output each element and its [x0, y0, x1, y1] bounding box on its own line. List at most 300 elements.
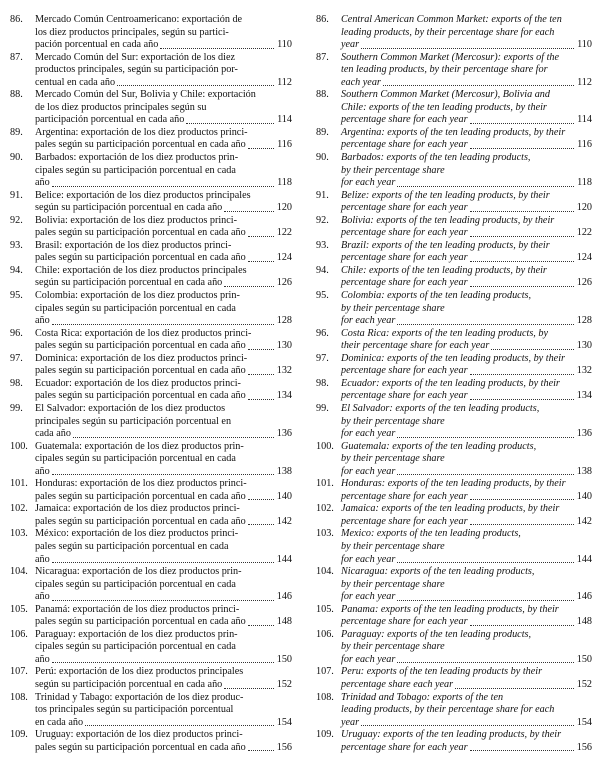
page-number: 150	[576, 653, 592, 665]
entry-title	[35, 152, 292, 190]
entry-title-line: México: exportación de los diez productos princi-	[35, 528, 239, 540]
entry-title	[341, 52, 592, 90]
toc-entry[interactable]	[316, 666, 592, 691]
entry-title-line: Argentina: exports of the ten leading products, by their	[341, 126, 566, 138]
entry-title-line: for each year	[341, 591, 396, 603]
entry-number: 105.	[316, 603, 334, 615]
entry-number: 86.	[316, 14, 329, 25]
toc-entry[interactable]	[316, 604, 592, 629]
entry-title-line: Honduras: exports of the ten leading products, by their	[341, 478, 566, 490]
page-number: 154	[276, 716, 292, 728]
toc-entry[interactable]	[316, 89, 592, 127]
entry-title-line: Belice: exportación de los diez productos principales	[35, 189, 251, 201]
toc-entry[interactable]	[316, 265, 592, 290]
toc-entry[interactable]	[316, 729, 592, 754]
toc-entry[interactable]	[10, 528, 292, 566]
toc-entry[interactable]	[316, 378, 592, 403]
entry-title	[35, 378, 292, 403]
dot-leader	[224, 286, 274, 287]
entry-title-line: Barbados: exports of the ten leading products,	[341, 152, 531, 164]
page-number: 112	[577, 76, 592, 88]
entry-title-line: for each year	[341, 465, 396, 477]
entry-number: 103.	[10, 528, 28, 540]
entry-title-line: Dominica: exportación de los diez productos princi-	[35, 352, 248, 364]
page-number: 152	[576, 678, 592, 690]
entry-title	[35, 403, 292, 441]
entry-title	[341, 729, 592, 754]
entry-title	[341, 190, 592, 215]
entry-title-line: pales según su participación porcentual en cada año	[35, 616, 246, 628]
entry-title-line: año	[35, 553, 50, 565]
entry-title	[341, 240, 592, 265]
dot-leader	[470, 211, 574, 212]
entry-title-line: Trinidad and Tobago: exports of the ten	[341, 691, 504, 703]
page-number: 124	[276, 252, 292, 264]
entry-title	[35, 127, 292, 152]
entry-title	[35, 353, 292, 378]
entry-title-line: pales según su participación porcentual en cada año	[35, 490, 246, 502]
entry-title-line: año	[35, 315, 50, 327]
entry-title-line: percentage share for each year	[341, 114, 468, 126]
entry-number: 96.	[316, 327, 329, 339]
entry-title-line: Argentina: exportación de los diez productos princi-	[35, 126, 248, 138]
toc-entry[interactable]	[316, 503, 592, 528]
toc-entry[interactable]	[10, 403, 292, 441]
dot-leader	[470, 499, 574, 500]
entry-title-line: Peru: exports of the ten leading products by their	[341, 666, 543, 678]
entry-title-line: pales según su participación porcentual en cada año	[35, 139, 246, 151]
entry-title-line: Colombia: exports of the ten leading products,	[341, 290, 532, 302]
entry-title	[35, 240, 292, 265]
toc-entry[interactable]	[316, 441, 592, 479]
entry-title	[341, 378, 592, 403]
page-number: 156	[576, 741, 592, 753]
entry-title-line: cipales según su participación porcentual en cada	[35, 164, 236, 176]
page-number: 112	[277, 76, 292, 88]
entry-title-line: by their percentage share	[341, 164, 445, 176]
entry-title-line: percentage share each year	[341, 678, 454, 690]
entry-title-line: by their percentage share	[341, 415, 445, 427]
dot-leader	[397, 437, 574, 438]
entry-title	[35, 265, 292, 290]
entry-title-line: según su participación porcentual en cada año	[35, 678, 223, 690]
entry-title	[341, 528, 592, 566]
entry-number: 101.	[10, 478, 28, 490]
dot-leader	[160, 48, 274, 49]
entry-title-line: Southern Common Market (Mercosur): exports of the	[341, 51, 560, 63]
page-number: 132	[576, 365, 592, 377]
entry-title-line: year	[341, 716, 360, 728]
toc-entry[interactable]	[316, 240, 592, 265]
dot-leader	[248, 261, 274, 262]
page-number: 124	[576, 252, 592, 264]
entry-number: 102.	[10, 503, 28, 515]
entry-number: 92.	[10, 214, 23, 226]
page-number: 138	[576, 465, 592, 477]
entry-number: 103.	[316, 528, 334, 540]
entry-title-line: percentage share for each year	[341, 202, 468, 214]
toc-entry[interactable]	[10, 290, 292, 328]
page-number: 156	[276, 741, 292, 753]
page-number: 132	[276, 365, 292, 377]
dot-leader	[397, 600, 574, 601]
entry-title-line: Jamaica: exports of the ten leading products, by their	[341, 503, 560, 515]
toc-entry[interactable]	[10, 127, 292, 152]
entry-title-line: año	[35, 465, 50, 477]
entry-title-line: percentage share for each year	[341, 490, 468, 502]
entry-title	[35, 290, 292, 328]
dot-leader	[117, 85, 274, 86]
dot-leader	[397, 662, 574, 663]
entry-title	[341, 604, 592, 629]
entry-number: 90.	[10, 152, 23, 164]
toc-entry[interactable]	[10, 378, 292, 403]
entry-title-line: Paraguay: exports of the ten leading products,	[341, 628, 532, 640]
entry-title-line: productos principales, según su participación por-	[35, 64, 238, 76]
toc-entry[interactable]	[10, 441, 292, 479]
dot-leader	[397, 186, 574, 187]
page-number: 114	[277, 114, 292, 126]
page-number: 154	[576, 716, 592, 728]
entry-number: 106.	[316, 628, 334, 640]
entry-title-line: Perú: exportación de los diez productos principales	[35, 666, 244, 678]
page-number: 152	[276, 678, 292, 690]
entry-title-line: año	[35, 591, 50, 603]
toc-entry[interactable]	[10, 503, 292, 528]
entry-title-line: percentage share for each year	[341, 365, 468, 377]
entry-number: 88.	[316, 89, 329, 101]
entry-title-line: Bolivia: exports of the ten leading products, by their	[341, 214, 555, 226]
entry-number: 93.	[10, 239, 23, 251]
entry-number: 87.	[10, 51, 23, 63]
page-number: 142	[276, 515, 292, 527]
toc-entry[interactable]	[316, 14, 592, 52]
entry-title-line: Ecuador: exports of the ten leading products, by their	[341, 377, 560, 389]
entry-title	[35, 328, 292, 353]
entry-title-line: percentage share for each year	[341, 227, 468, 239]
toc-entry[interactable]	[316, 290, 592, 328]
entry-title-line: tos principales según su participación porcentual	[35, 704, 234, 716]
toc-entry[interactable]	[316, 566, 592, 604]
entry-title-line: según su participación porcentual en cada año	[35, 202, 223, 214]
entry-title-line: Mercado Común del Sur, Bolivia y Chile: exportación	[35, 89, 256, 101]
dot-leader	[248, 148, 274, 149]
entry-number: 104.	[10, 566, 28, 578]
entry-title-line: según su participación porcentual en cada año	[35, 277, 223, 289]
page-number: 148	[576, 616, 592, 628]
entry-title-line: Colombia: exportación de los diez productos prin-	[35, 290, 240, 302]
entry-title-line: año	[35, 653, 50, 665]
page-number: 114	[577, 114, 592, 126]
entry-number: 94.	[10, 264, 23, 276]
entry-title	[35, 692, 292, 730]
toc-entry[interactable]	[316, 353, 592, 378]
entry-title-line: Nicaragua: exports of the ten leading products,	[341, 566, 535, 578]
entry-title-line: El Salvador: exports of the ten leading products,	[341, 402, 540, 414]
page-number: 146	[576, 591, 592, 603]
entry-number: 99.	[10, 402, 23, 414]
entry-title-line: leading products, by their percentage share for each	[341, 704, 555, 716]
entry-title	[35, 14, 292, 52]
page-number: 150	[276, 653, 292, 665]
entry-title	[35, 441, 292, 479]
entry-title-line: Central American Common Market: exports of the ten	[341, 14, 562, 25]
entry-title-line: cipales según su participación porcentual en cada	[35, 578, 236, 590]
entry-title-line: by their percentage share	[341, 302, 445, 314]
entry-title-line: Mexico: exports of the ten leading products,	[341, 528, 521, 540]
dot-leader	[52, 474, 274, 475]
toc-entry[interactable]	[316, 403, 592, 441]
toc-entry[interactable]	[10, 52, 292, 90]
entry-title	[35, 528, 292, 566]
entry-number: 95.	[10, 290, 23, 302]
entry-number: 102.	[316, 503, 334, 515]
dot-leader	[248, 625, 274, 626]
page-number: 116	[277, 139, 292, 151]
dot-leader	[248, 349, 274, 350]
entry-title-line: pales según su participación porcentual en cada año	[35, 365, 246, 377]
entry-title-line: los diez productos principales, según su partici-	[35, 26, 229, 38]
entry-title-line: Belize: exports of the ten leading products, by their	[341, 189, 550, 201]
entry-number: 99.	[316, 402, 329, 414]
entry-title-line: their percentage share for each year	[341, 340, 490, 352]
entry-title-line: de los diez productos principales según su	[35, 101, 207, 113]
entry-title-line: by their percentage share	[341, 578, 445, 590]
entry-title	[341, 666, 592, 691]
dot-leader	[470, 374, 574, 375]
entry-title	[35, 52, 292, 90]
toc-entry[interactable]	[10, 666, 292, 691]
toc-entry[interactable]	[10, 692, 292, 730]
toc-entry[interactable]	[10, 604, 292, 629]
dot-leader	[52, 600, 274, 601]
dot-leader	[470, 236, 574, 237]
toc-entry[interactable]	[316, 692, 592, 730]
entry-number: 97.	[10, 352, 23, 364]
toc-entry[interactable]	[10, 240, 292, 265]
entry-title-line: pales según su participación porcentual en cada año	[35, 515, 246, 527]
entry-title-line: percentage share for each year	[341, 515, 468, 527]
entry-title	[341, 328, 592, 353]
entry-title	[35, 215, 292, 240]
entry-title-line: Brazil: exports of the ten leading products, by their	[341, 239, 550, 251]
entry-title-line: Mercado Común del Sur: exportación de los diez	[35, 51, 236, 63]
entry-title-line: Brasil: exportación de los diez productos princi-	[35, 239, 232, 251]
entry-title-line: Southern Common Market (Mercosur), Bolivia and	[341, 89, 550, 101]
entry-title-line: percentage share for each year	[341, 252, 468, 264]
entry-title	[341, 265, 592, 290]
entry-number: 91.	[10, 189, 23, 201]
entry-number: 101.	[316, 478, 334, 490]
entry-title-line: percentage share for each year	[341, 741, 468, 753]
dot-leader	[397, 324, 574, 325]
entry-number: 98.	[316, 377, 329, 389]
dot-leader	[470, 148, 574, 149]
page-number: 122	[576, 227, 592, 239]
dot-leader	[470, 524, 574, 525]
toc-entry[interactable]	[10, 14, 292, 52]
dot-leader	[397, 562, 574, 563]
dot-leader	[248, 236, 274, 237]
entry-number: 87.	[316, 51, 329, 63]
entry-title-line: for each year	[341, 177, 396, 189]
entry-title-line: percentage share for each year	[341, 277, 468, 289]
entry-title	[341, 692, 592, 730]
entry-number: 96.	[10, 327, 23, 339]
entry-title	[341, 353, 592, 378]
toc-entry[interactable]	[10, 729, 292, 754]
dot-leader	[470, 625, 574, 626]
page-number: 130	[576, 340, 592, 352]
dot-leader	[470, 750, 574, 751]
entry-title	[35, 190, 292, 215]
entry-title-line: by their percentage share	[341, 641, 445, 653]
entry-title-line: percentage share for each year	[341, 139, 468, 151]
dot-leader	[397, 474, 574, 475]
entry-title-line: Jamaica: exportación de los diez productos princi-	[35, 503, 240, 515]
entry-title-line: by their percentage share	[341, 453, 445, 465]
entry-number: 105.	[10, 603, 28, 615]
toc-entry[interactable]	[316, 190, 592, 215]
toc-entry[interactable]	[10, 152, 292, 190]
page-number: 148	[276, 616, 292, 628]
dot-leader	[52, 562, 274, 563]
entry-number: 109.	[10, 729, 28, 741]
entry-title-line: by their percentage share	[341, 540, 445, 552]
entry-title-line: Barbados: exportación de los diez productos prin-	[35, 152, 239, 164]
entry-title	[35, 478, 292, 503]
dot-leader	[52, 324, 274, 325]
toc-entry[interactable]	[10, 215, 292, 240]
toc-entry[interactable]	[316, 478, 592, 503]
entry-title-line: Panama: exports of the ten leading products, by their	[341, 603, 559, 615]
page-number: 120	[576, 202, 592, 214]
entry-title-line: Ecuador: exportación de los diez productos princi-	[35, 377, 241, 389]
entry-title	[35, 604, 292, 629]
page-number: 136	[576, 428, 592, 440]
entry-title-line: leading products, by their percentage share for each	[341, 26, 555, 38]
entry-title-line: Guatemala: exports of the ten leading products,	[341, 440, 537, 452]
toc-entry[interactable]	[10, 353, 292, 378]
toc-entry[interactable]	[10, 265, 292, 290]
entry-title-line: ten leading products, by their percentage share for	[341, 64, 548, 76]
page-number: 140	[576, 490, 592, 502]
entry-title-line: cada año	[35, 428, 71, 440]
toc-entry[interactable]	[10, 328, 292, 353]
entry-title	[341, 290, 592, 328]
entry-title-line: pales según su participación porcentual en cada año	[35, 227, 246, 239]
dot-leader	[248, 499, 274, 500]
entry-title	[341, 503, 592, 528]
dot-leader	[73, 437, 274, 438]
entry-number: 91.	[316, 189, 329, 201]
toc-entry[interactable]	[316, 215, 592, 240]
entry-number: 104.	[316, 566, 334, 578]
entry-title	[35, 729, 292, 754]
entry-title	[341, 403, 592, 441]
entry-number: 90.	[316, 152, 329, 164]
entry-title	[341, 629, 592, 667]
entry-title-line: Chile: exports of the ten leading products, by their	[341, 264, 547, 276]
dot-leader	[248, 374, 274, 375]
toc-entry[interactable]	[10, 89, 292, 127]
dot-leader	[455, 688, 574, 689]
dot-leader	[248, 524, 274, 525]
entry-number: 88.	[10, 89, 23, 101]
toc-entry[interactable]	[316, 629, 592, 667]
toc-entry[interactable]	[10, 566, 292, 604]
toc-entry[interactable]	[10, 478, 292, 503]
entry-number: 94.	[316, 264, 329, 276]
toc-entry[interactable]	[316, 328, 592, 353]
entry-title	[341, 441, 592, 479]
dot-leader	[470, 261, 574, 262]
toc-entry[interactable]	[10, 629, 292, 667]
entry-number: 108.	[316, 691, 334, 703]
page-number: 118	[577, 177, 592, 189]
toc-entry[interactable]	[316, 152, 592, 190]
page-number: 134	[276, 390, 292, 402]
entry-title-line: Trinidad y Tabago: exportación de los diez produc-	[35, 691, 244, 703]
entry-title-line: cipales según su participación porcentual en cada	[35, 302, 236, 314]
entry-title-line: centual en cada año	[35, 76, 116, 88]
entry-title-line: year	[341, 39, 360, 51]
entry-title-line: Chile: exports of the ten leading products, by their	[341, 101, 547, 113]
entry-title-line: Costa Rica: exportación de los diez productos princi-	[35, 327, 252, 339]
toc-entry[interactable]	[316, 127, 592, 152]
entry-title-line: Honduras: exportación de los diez productos princi-	[35, 478, 247, 490]
entry-title-line: for each year	[341, 315, 396, 327]
entry-title	[35, 629, 292, 667]
entry-title	[341, 478, 592, 503]
page-number: 140	[276, 490, 292, 502]
page-number: 126	[576, 277, 592, 289]
dot-leader	[52, 186, 274, 187]
entry-title-line: Bolivia: exportación de los diez productos princi-	[35, 214, 237, 226]
entry-number: 93.	[316, 239, 329, 251]
page-number: 142	[576, 515, 592, 527]
dot-leader	[248, 750, 274, 751]
entry-number: 92.	[316, 214, 329, 226]
dot-leader	[383, 85, 574, 86]
page-number: 118	[277, 177, 292, 189]
entry-title-line: for each year	[341, 553, 396, 565]
toc-entry[interactable]	[316, 52, 592, 90]
dot-leader	[361, 48, 574, 49]
dot-leader	[224, 688, 274, 689]
entry-title-line: cipales según su participación porcentual en cada	[35, 641, 236, 653]
toc-entry[interactable]	[316, 528, 592, 566]
toc-entry[interactable]	[10, 190, 292, 215]
page-number: 144	[276, 553, 292, 565]
entry-title-line: Costa Rica: exports of the ten leading products, by	[341, 327, 549, 339]
entry-number: 89.	[316, 126, 329, 138]
page-number: 122	[276, 227, 292, 239]
entry-title-line: pales según su participación porcentual en cada año	[35, 741, 246, 753]
entry-title-line: Panamá: exportación de los diez productos princi-	[35, 603, 240, 615]
dot-leader	[491, 349, 574, 350]
entry-title-line: pales según su participación porcentual en cada año	[35, 390, 246, 402]
entry-title-line: Dominica: exports of the ten leading products, by their	[341, 352, 565, 364]
dot-leader	[470, 399, 574, 400]
entry-number: 86.	[10, 14, 23, 25]
entry-title-line: en cada año	[35, 716, 84, 728]
entry-title-line: Uruguay: exports of the ten leading products, by their	[341, 729, 562, 741]
page-number: 134	[576, 390, 592, 402]
dot-leader	[186, 123, 274, 124]
entry-title	[341, 152, 592, 190]
entry-number: 100.	[10, 440, 28, 452]
